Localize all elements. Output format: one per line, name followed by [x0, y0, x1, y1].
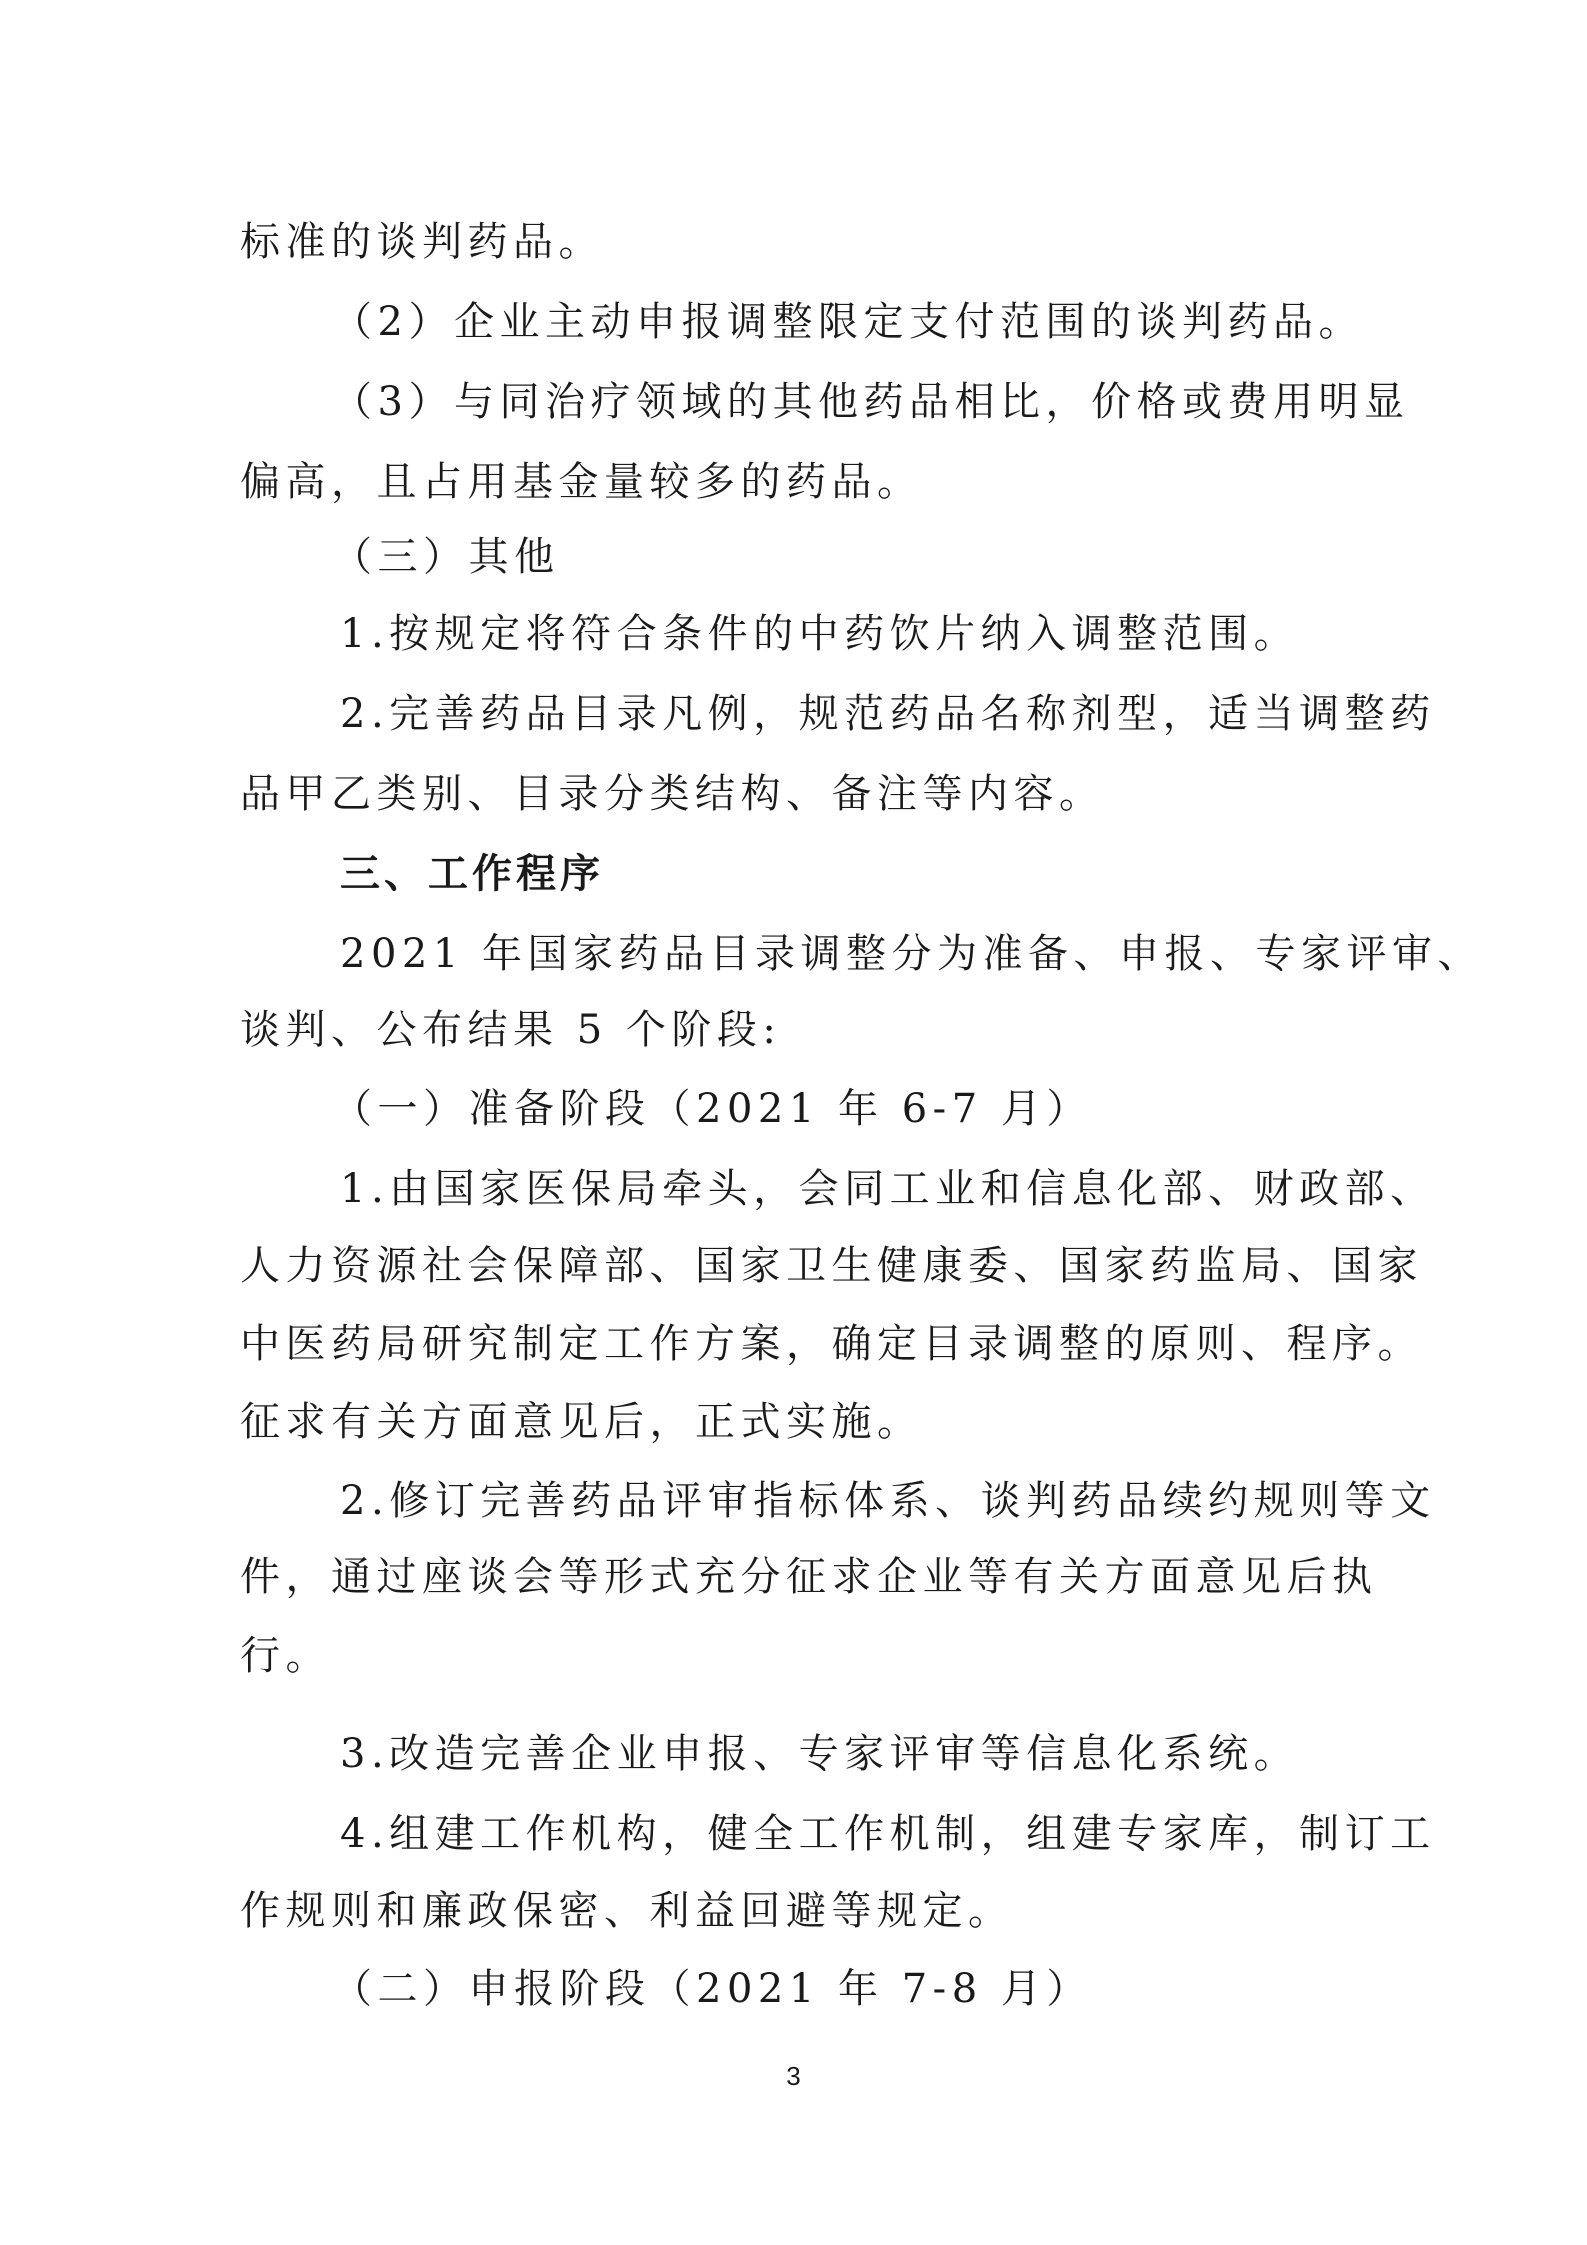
paragraph-line: 2.完善药品目录凡例，规范药品名称剂型，适当调整药 — [340, 691, 1436, 737]
paragraph-line: （2）企业主动申报调整限定支付范围的谈判药品。 — [332, 299, 1364, 345]
paragraph-line: 1.按规定将符合条件的中药饮片纳入调整范围。 — [340, 611, 1300, 657]
paragraph-line: （3）与同治疗领域的其他药品相比，价格或费用明显 — [332, 379, 1410, 425]
paragraph-line: 3.改造完善企业申报、专家评审等信息化系统。 — [340, 1731, 1300, 1777]
paragraph-line: 4.组建工作机构，健全工作机制，组建专家库，制订工 — [340, 1811, 1436, 1857]
subsection-heading: （二）申报阶段（2021 年 7-8 月） — [332, 1966, 1092, 2012]
paragraph-line: 1.由国家医保局牵头，会同工业和信息化部、财政部、 — [340, 1166, 1436, 1212]
paragraph-line: 标准的谈判药品。 — [240, 219, 604, 265]
subsection-heading: （三）其他 — [332, 534, 560, 580]
paragraph-line: 作规则和廉政保密、利益回避等规定。 — [240, 1888, 1014, 1934]
paragraph-line: 品甲乙类别、目录分类结构、备注等内容。 — [240, 771, 1105, 817]
paragraph-line: 2021 年国家药品目录调整分为准备、申报、专家评审、 — [340, 931, 1484, 977]
page-number: 3 — [786, 2061, 801, 2091]
paragraph-line: 谈判、公布结果 5 个阶段: — [240, 1007, 782, 1053]
paragraph-line: 征求有关方面意见后，正式实施。 — [240, 1399, 923, 1445]
subsection-heading: （一）准备阶段（2021 年 6-7 月） — [332, 1086, 1092, 1132]
paragraph-line: 2.修订完善药品评审指标体系、谈判药品续约规则等文 — [340, 1478, 1436, 1524]
paragraph-line: 件，通过座谈会等形式充分征求企业等有关方面意见后执 — [240, 1554, 1378, 1600]
paragraph-line: 人力资源社会保障部、国家卫生健康委、国家药监局、国家 — [240, 1243, 1423, 1289]
paragraph-line: 行。 — [240, 1633, 331, 1679]
paragraph-line: 中医药局研究制定工作方案，确定目录调整的原则、程序。 — [240, 1321, 1423, 1367]
section-heading: 三、工作程序 — [340, 851, 604, 897]
paragraph-line: 偏高，且占用基金量较多的药品。 — [240, 459, 923, 505]
